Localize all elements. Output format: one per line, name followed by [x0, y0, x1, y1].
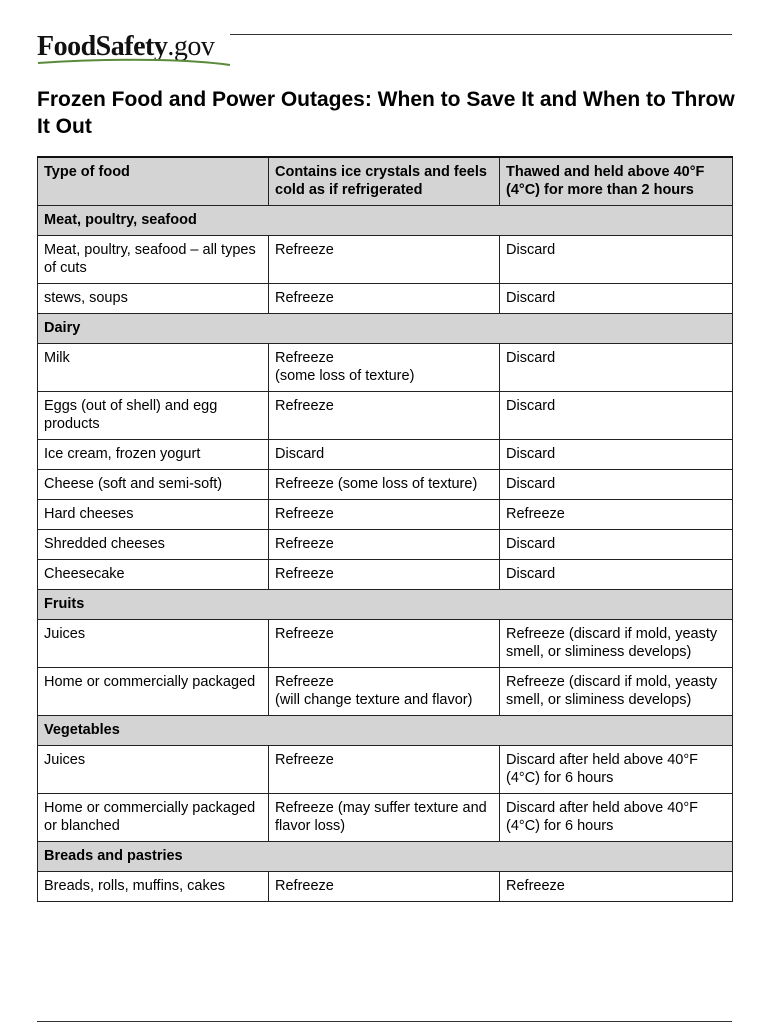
food-type-cell: Shredded cheeses [38, 530, 269, 560]
table-header-row [38, 157, 733, 206]
frozen-food-table [37, 156, 733, 902]
thawed-cell: Discard after held above 40°F (4°C) for 6 hours [500, 794, 733, 842]
food-type-cell: Home or commercially packaged or blanched [38, 794, 269, 842]
thawed-cell: Discard [500, 530, 733, 560]
ice-crystals-cell: Refreeze [269, 560, 500, 590]
food-type-cell: stews, soups [38, 284, 269, 314]
ice-crystals-cell: Refreeze (some loss of texture) [269, 344, 500, 392]
food-type-cell: Milk [38, 344, 269, 392]
table-row [38, 746, 733, 794]
table-row [38, 560, 733, 590]
category-row [38, 716, 733, 746]
header-divider [230, 34, 732, 35]
table-row [38, 392, 733, 440]
thawed-cell: Discard [500, 344, 733, 392]
table-row [38, 236, 733, 284]
logo-swoosh-icon [37, 57, 232, 67]
table-row [38, 284, 733, 314]
category-row [38, 842, 733, 872]
table-row [38, 872, 733, 902]
food-type-cell: Cheesecake [38, 560, 269, 590]
food-type-cell: Hard cheeses [38, 500, 269, 530]
table-row [38, 794, 733, 842]
thawed-cell: Discard [500, 560, 733, 590]
table-body [38, 206, 733, 902]
category-row [38, 314, 733, 344]
category-label: Breads and pastries [38, 842, 733, 872]
ice-crystals-cell: Refreeze (will change texture and flavor) [269, 668, 500, 716]
thawed-cell: Discard [500, 284, 733, 314]
food-type-cell: Juices [38, 746, 269, 794]
category-row [38, 206, 733, 236]
food-type-cell: Ice cream, frozen yogurt [38, 440, 269, 470]
table-row [38, 620, 733, 668]
ice-crystals-cell: Refreeze [269, 236, 500, 284]
column-header-ice-crystals: Contains ice crystals and feels cold as if refrigerated [269, 157, 500, 206]
logo-main-text: FoodSafety [37, 31, 168, 62]
ice-crystals-cell: Refreeze (may suffer texture and flavor loss) [269, 794, 500, 842]
thawed-cell: Refreeze [500, 872, 733, 902]
thawed-cell: Discard [500, 236, 733, 284]
page-bottom-space [37, 955, 734, 1015]
category-row [38, 590, 733, 620]
category-label: Fruits [38, 590, 733, 620]
ice-crystals-cell: Refreeze [269, 872, 500, 902]
thawed-cell: Discard [500, 392, 733, 440]
logo-suffix-text: .gov [167, 31, 215, 62]
food-type-cell: Cheese (soft and semi-soft) [38, 470, 269, 500]
food-type-cell: Breads, rolls, muffins, cakes [38, 872, 269, 902]
thawed-cell: Refreeze (discard if mold, yeasty smell, or sliminess develops) [500, 668, 733, 716]
footer-divider [37, 1021, 732, 1022]
column-header-thawed: Thawed and held above 40°F (4°C) for more than 2 hours [500, 157, 733, 206]
table-row [38, 470, 733, 500]
ice-crystals-cell: Refreeze [269, 500, 500, 530]
thawed-cell: Discard [500, 470, 733, 500]
food-type-cell: Meat, poultry, seafood – all types of cuts [38, 236, 269, 284]
table-row [38, 440, 733, 470]
category-label: Dairy [38, 314, 733, 344]
thawed-cell: Refreeze [500, 500, 733, 530]
ice-crystals-cell: Refreeze [269, 746, 500, 794]
column-header-type: Type of food [38, 157, 269, 206]
ice-crystals-cell: Refreeze [269, 530, 500, 560]
ice-crystals-cell: Refreeze [269, 392, 500, 440]
table-row [38, 500, 733, 530]
table-row [38, 668, 733, 716]
thawed-cell: Refreeze (discard if mold, yeasty smell, or sliminess develops) [500, 620, 733, 668]
ice-crystals-cell: Refreeze (some loss of texture) [269, 470, 500, 500]
page-header [37, 28, 732, 68]
thawed-cell: Discard [500, 440, 733, 470]
ice-crystals-cell: Discard [269, 440, 500, 470]
page-title: Frozen Food and Power Outages: When to Save It and When to Throw It Out [37, 88, 735, 138]
table-row [38, 530, 733, 560]
table-row [38, 344, 733, 392]
category-label: Meat, poultry, seafood [38, 206, 733, 236]
thawed-cell: Discard after held above 40°F (4°C) for 6 hours [500, 746, 733, 794]
food-type-cell: Eggs (out of shell) and egg products [38, 392, 269, 440]
category-label: Vegetables [38, 716, 733, 746]
food-type-cell: Home or commercially packaged [38, 668, 269, 716]
ice-crystals-cell: Refreeze [269, 284, 500, 314]
food-type-cell: Juices [38, 620, 269, 668]
ice-crystals-cell: Refreeze [269, 620, 500, 668]
